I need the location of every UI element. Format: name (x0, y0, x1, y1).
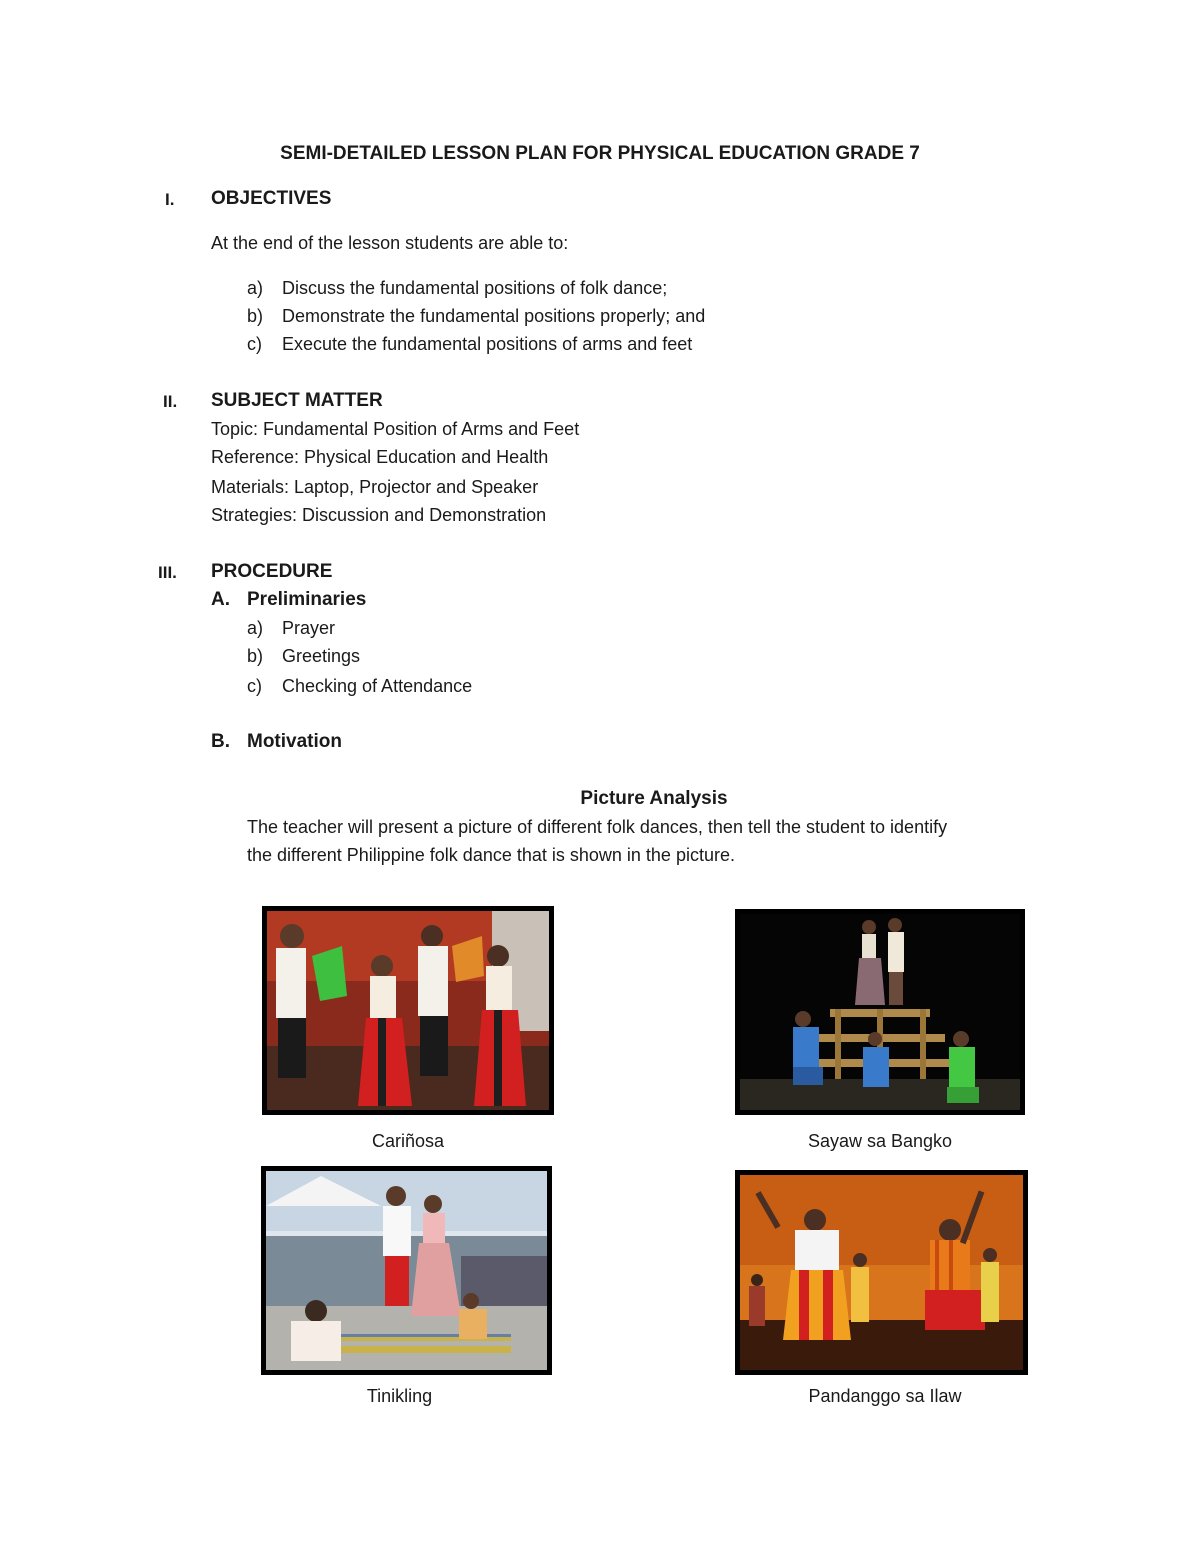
objective-marker: a) (247, 278, 264, 298)
subject-strategies: Strategies: Discussion and Demonstration (211, 505, 547, 525)
preliminary-marker: a) (247, 618, 264, 638)
preliminary-item: Prayer (282, 618, 336, 638)
procedure-heading: PROCEDURE (211, 561, 333, 582)
objective-item: Execute the fundamental positions of arms and feet (282, 334, 693, 354)
sayaw-sa-bangko-photo (735, 909, 1025, 1115)
objectives-number: I. (165, 190, 175, 209)
pandanggo-sa-ilaw-photo (735, 1170, 1028, 1375)
picture-caption: Tinikling (366, 1386, 433, 1406)
document-title: SEMI-DETAILED LESSON PLAN FOR PHYSICAL EDUCATION GRADE 7 (280, 143, 920, 164)
preliminary-item: Greetings (282, 646, 361, 666)
picture-analysis-title: Picture Analysis (580, 788, 728, 809)
subject-reference: Reference: Physical Education and Health (211, 447, 549, 467)
preliminaries-marker: A. (211, 589, 230, 610)
picture-caption: Sayaw sa Bangko (807, 1131, 953, 1151)
subject-topic: Topic: Fundamental Position of Arms and Feet (211, 419, 580, 439)
preliminaries-heading: Preliminaries (247, 589, 367, 610)
subject-materials: Materials: Laptop, Projector and Speaker (211, 477, 539, 497)
carinosa-dance-photo (262, 906, 554, 1115)
objective-marker: b) (247, 306, 264, 326)
objectives-intro: At the end of the lesson students are able to: (211, 233, 569, 253)
objective-item: Discuss the fundamental positions of folk dance; (282, 278, 668, 298)
objectives-heading: OBJECTIVES (211, 188, 332, 209)
picture-caption: Cariñosa (371, 1131, 445, 1151)
preliminary-marker: b) (247, 646, 264, 666)
preliminary-item: Checking of Attendance (282, 676, 473, 696)
procedure-number: III. (158, 563, 177, 582)
motivation-heading: Motivation (247, 731, 342, 752)
objective-marker: c) (247, 334, 262, 354)
preliminary-marker: c) (247, 676, 262, 696)
instruction-line: the different Philippine folk dance that is shown in the picture. (247, 845, 735, 865)
subject-matter-heading: SUBJECT MATTER (211, 390, 383, 411)
picture-caption: Pandanggo sa Ilaw (808, 1386, 962, 1406)
instruction-line: The teacher will present a picture of different folk dances, then tell the student to identify (247, 817, 948, 837)
subject-matter-number: II. (163, 392, 178, 411)
motivation-marker: B. (211, 731, 230, 752)
objective-item: Demonstrate the fundamental positions properly; and (282, 306, 706, 326)
tinikling-dance-photo (261, 1166, 552, 1375)
